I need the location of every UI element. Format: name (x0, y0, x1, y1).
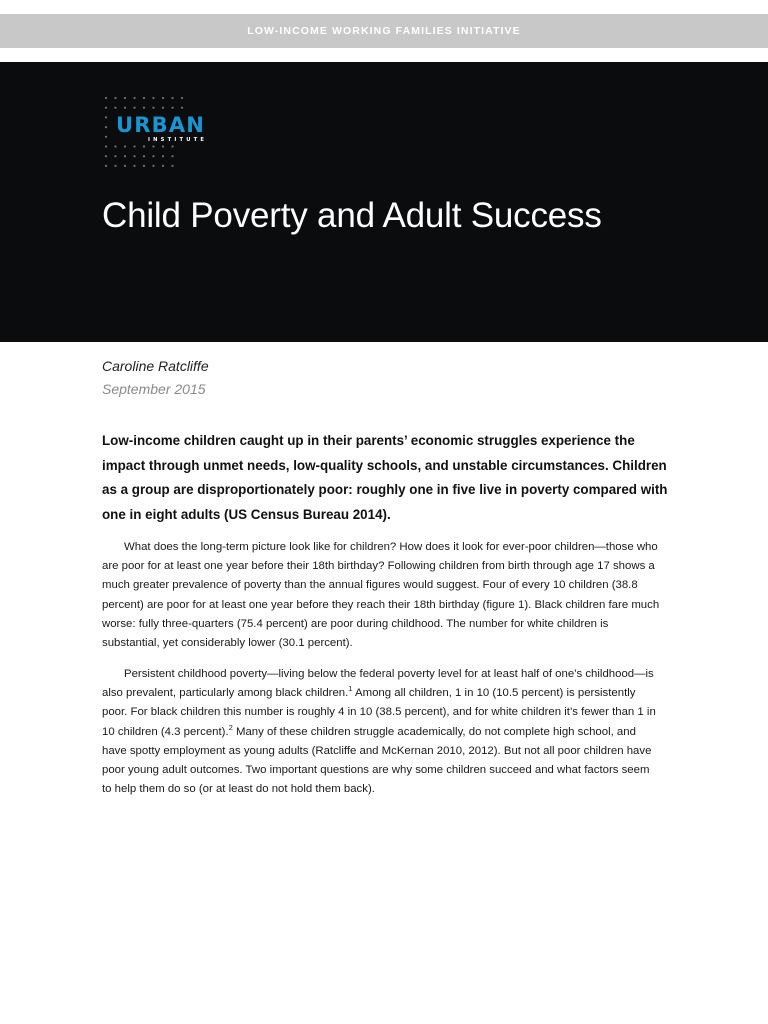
logo-dot (114, 155, 116, 157)
logo-dot (152, 145, 154, 147)
logo-dot (105, 97, 107, 99)
logo-dot (114, 107, 116, 109)
logo-dot (171, 107, 173, 109)
logo-dot (105, 107, 107, 109)
body-paragraph-1-text: What does the long-term picture look like for children? How does it look for ever-poor children—those who are poor for at least one year before their 18th birthday? Following children from birth through age 17 shows a much greater prevalence of poverty than the annual figures would suggest. Four of every 10 children (38.8 percent) are poor for at least one year before they reach their 18th birthday (figure 1). Black children fare much worse: fully three-quarters (75.4 percent) are poor during childhood. The number for white children is substantial, yet considerably lower (30.1 percent). (102, 541, 660, 650)
logo-dot (124, 145, 126, 147)
logo-dot (152, 155, 154, 157)
logo-dot (152, 97, 154, 99)
footnote-ref-2[interactable]: 2 (228, 722, 233, 732)
logo-wordmark: URBAN (116, 113, 206, 137)
logo-dot (133, 165, 135, 167)
logo-dot (124, 107, 126, 109)
logo-dot (143, 145, 145, 147)
urban-institute-logo (104, 95, 234, 173)
logo-dot (124, 165, 126, 167)
body-paragraph-1 (102, 538, 662, 653)
footnote-ref-1[interactable]: 1 (348, 684, 353, 694)
logo-dot (133, 155, 135, 157)
logo-dot (114, 97, 116, 99)
publication-date: September 2015 (102, 381, 206, 397)
lead-paragraph: Low-income children caught up in their parents’ economic struggles experience the impact through unmet needs, low-quality schools, and unstable circumstances. Children as a group are disproportionately poor: roughly one in five live in poverty compared with one in eight adults (US Census Bureau 2014). (102, 433, 668, 523)
logo-dot (105, 136, 107, 138)
logo-dot (143, 155, 145, 157)
logo-dot (105, 126, 107, 128)
logo-dot (105, 116, 107, 118)
body-paragraph-2-text-c: Many of these children struggle academically, do not complete high school, and have spotty employment as young adults (Ratcliffe and McKernan 2010, 2012). But not all poor children have poor young adult outcomes. Two important questions are why some children succeed and what factors seem to help them do so (or at least do not hold them back). (102, 725, 652, 796)
logo-dot (105, 155, 107, 157)
logo-dot (133, 145, 135, 147)
body-paragraph-2-text-b: Among all children, 1 in 10 (10.5 percent) is persistently poor. For black children this number is roughly 4 in 10 (38.5 percent), and for white children it’s fewer than 1 in 10 children (4.3 percent). (102, 687, 656, 738)
logo-dot (133, 107, 135, 109)
logo-dot (162, 165, 164, 167)
series-label: LOW-INCOME WORKING FAMILIES INITIATIVE (247, 25, 521, 37)
logo-dot (181, 97, 183, 99)
logo-dot (171, 97, 173, 99)
logo-dot (162, 155, 164, 157)
logo-dot (181, 107, 183, 109)
logo-subtitle: INSTITUTE (148, 137, 208, 143)
logo-dot (105, 145, 107, 147)
logo-dot (162, 145, 164, 147)
document-title: Child Poverty and Adult Success (102, 196, 602, 235)
body-paragraph-2 (102, 665, 662, 799)
logo-dot (152, 107, 154, 109)
logo-dot (114, 145, 116, 147)
author-name: Caroline Ratcliffe (102, 358, 209, 374)
logo-dot (152, 165, 154, 167)
logo-dot (114, 165, 116, 167)
logo-dot (105, 165, 107, 167)
logo-dot (143, 97, 145, 99)
logo-dot (162, 107, 164, 109)
logo-dot (124, 97, 126, 99)
logo-dot (133, 97, 135, 99)
logo-dot (171, 145, 173, 147)
series-banner (0, 14, 768, 48)
logo-dot (171, 155, 173, 157)
logo-dot (171, 165, 173, 167)
logo-dot (162, 97, 164, 99)
logo-dot (124, 155, 126, 157)
logo-dot (143, 107, 145, 109)
logo-dot (143, 165, 145, 167)
body-paragraph-2-text-a: Persistent childhood poverty—living below the federal poverty level for at least half of one’s childhood—is also prevalent, particularly among black children. (102, 668, 654, 700)
